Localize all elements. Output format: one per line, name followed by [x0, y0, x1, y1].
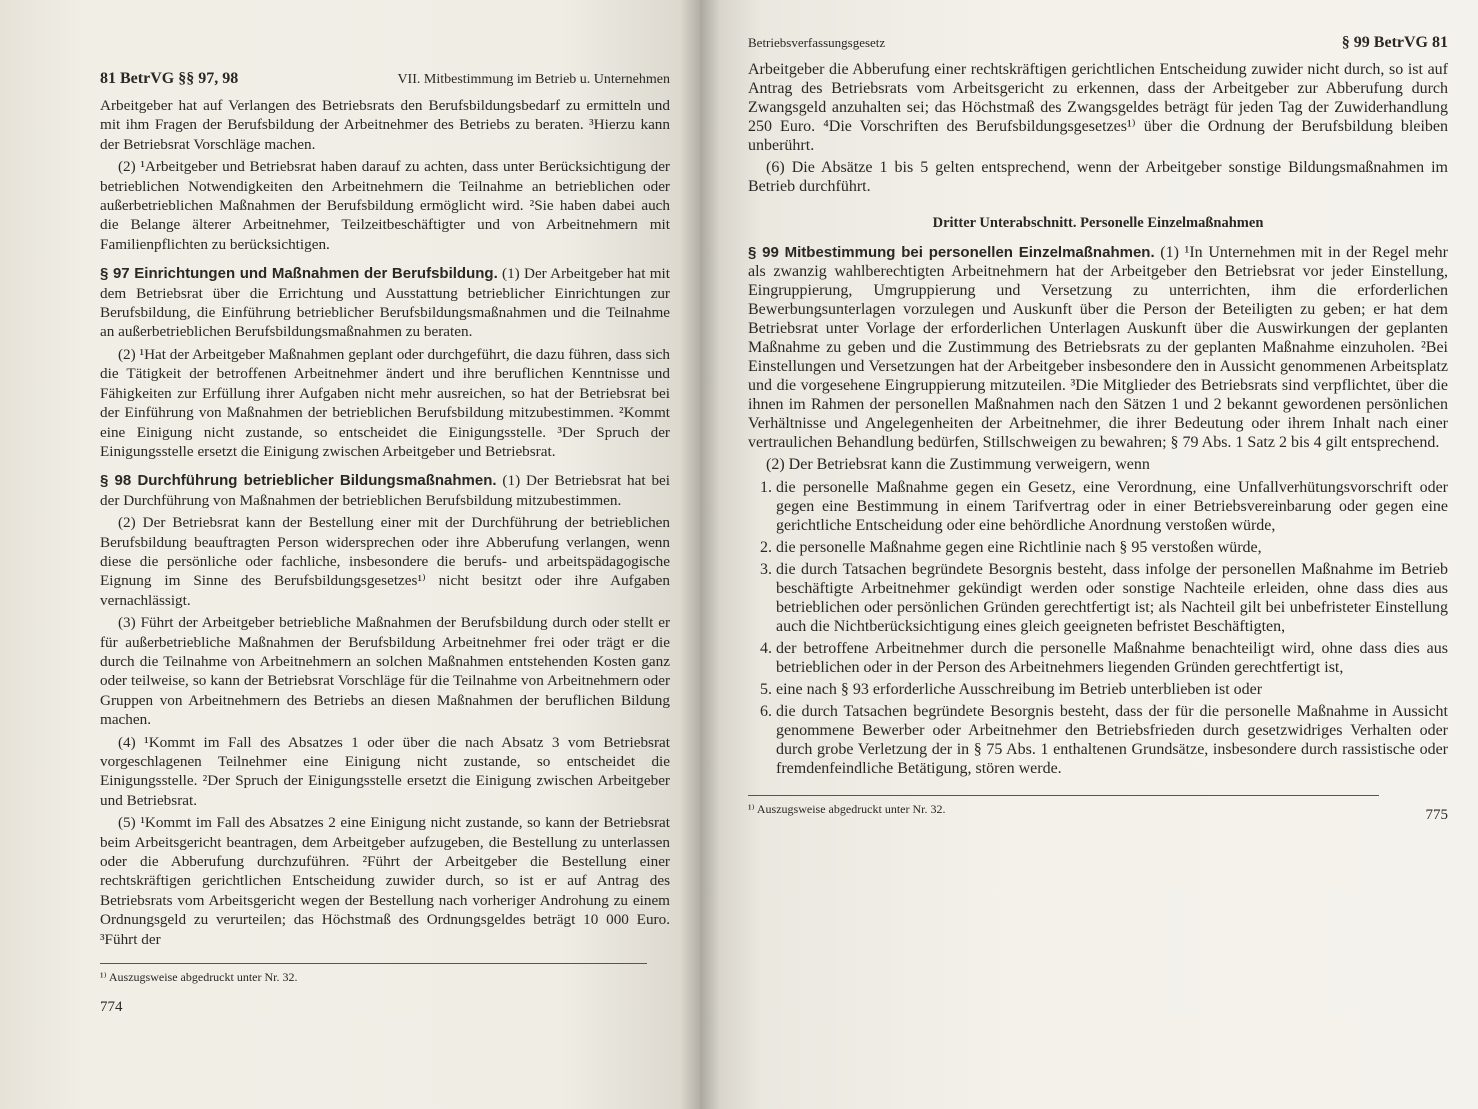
section-heading: § 97 Einrichtungen und Maßnahmen der Berufsbildung.: [100, 265, 498, 283]
paragraph: [100, 513, 670, 610]
subsection-heading: Dritter Unterabschnitt. Personelle Einzelmaßnahmen: [932, 215, 1264, 231]
left-header-section: 81 BetrVG §§ 97, 98: [100, 70, 239, 87]
paragraph: [100, 157, 670, 254]
list-item: 1. die personelle Maßnahme gegen ein Gesetz, eine Verordnung, eine Unfallverhütungsvorschrift oder gegen eine Bestimmung in einem Tarifvertrag oder in einer Betriebsvereinbarung oder gegen eine gerichtliche Entscheidung oder eine behördliche Anordnung verstoßen würde,: [776, 478, 1448, 535]
left-footnote: ¹⁾ Auszugsweise abgedruckt unter Nr. 32.: [100, 970, 298, 985]
list-item: 2. die personelle Maßnahme gegen eine Richtlinie nach § 95 verstoßen würde,: [776, 538, 1448, 557]
section-heading: § 98 Durchführung betrieblicher Bildungsmaßnahmen.: [100, 472, 497, 490]
paragraph-text: Arbeitgeber hat auf Verlangen des Betriebsrats den Berufsbildungsbedarf zu ermitteln und mit ihm Fragen der Berufsbildung der Arbeitnehmer des Betriebs zu beraten. ³Hierzu kann der Betriebsrat Vorschläge machen.: [100, 97, 670, 153]
paragraph: [748, 158, 1448, 196]
section-99-text: (1) ¹In Unternehmen mit in der Regel mehr als zwanzig wahlberechtigten Arbeitnehmern hat der Arbeitgeber den Betriebsrat vor jeder Einstellung, Eingruppierung, Umgruppierung und Versetzung zu unterrichten, ihm die erforderlichen Bewerbungsunterlagen vorzulegen und Auskunft über die Person der Beteiligten zu geben; er hat dem Betriebsrat unter Vorlage der erforderlichen Unterlagen Auskunft über die Auswirkungen der geplanten Maßnahme zu geben und die Zustimmung des Betriebsrats zu der geplanten Maßnahme einzuholen. ²Bei Einstellungen und Versetzungen hat der Arbeitgeber insbesondere den in Aussicht genommenen Arbeitsplatz und die vorgesehene Eingruppierung mitzuteilen. ³Die Mitglieder des Betriebsrats sind verpflichtet, über die ihnen im Rahmen der personellen Maßnahmen nach den Sätzen 1 und 2 bekannt gewordenen persönlichen Verhältnisse und Angelegenheiten der Arbeitnehmer, die ihrer Bedeutung oder ihrem Inhalt nach einer vertraulichen Behandlung bedürfen, Stillschweigen zu bewahren; § 79 Abs. 1 Satz 2 bis 4 gilt entsprechend.: [748, 244, 1448, 451]
refusal-grounds-list: [748, 478, 1448, 778]
paragraph-text: (1) Der Betriebsrat hat bei der Durchführung von Maßnahmen der betrieblichen Berufsbildung mitzubestimmen.: [100, 472, 671, 509]
list-item: 5. eine nach § 93 erforderliche Ausschreibung im Betrieb unterblieben ist oder: [776, 680, 1448, 699]
book-gutter: [680, 0, 720, 1109]
section-paragraph: [100, 264, 670, 342]
paragraph-text: (6) Die Absätze 1 bis 5 gelten entsprechend, wenn der Arbeitgeber sonstige Bildungsmaßnahmen im Betrieb durchführt.: [748, 159, 1448, 195]
paragraph: [100, 813, 670, 949]
list-item: 3. die durch Tatsachen begründete Besorgnis besteht, dass infolge der personellen Maßnahme im Betrieb beschäftigte Arbeitnehmer gekündigt werden oder sonstige Nachteile erleiden, ohne dass dies aus betrieblichen oder persönlichen Gründen gerechtfertigt ist; als Nachteil gilt bei unbefristeter Einstellung auch die Nichtberücksichtigung eines gleich geeigneten befristet Beschäftigten,: [776, 560, 1448, 636]
right-header-title: Betriebsverfassungsgesetz: [748, 35, 886, 50]
footnote-divider: [748, 795, 1379, 796]
right-page-number: 775: [1425, 807, 1448, 823]
right-footer: [748, 781, 1448, 824]
paragraph-text: (2) Der Betriebsrat kann der Bestellung einer mit der Durchführung der betrieblichen Berufsbildung beauftragten Person widersprechen oder ihre Abberufung verlangen, wenn diese die persönliche oder fachliche, insbesondere die berufs- und arbeitspädagogische Eignung im Sinne des Berufsbildungsgesetzes¹⁾ nicht besitzt oder ihre Aufgaben vernachlässigt.: [100, 514, 670, 609]
list-item: 6. die durch Tatsachen begründete Besorgnis besteht, dass der für die personelle Maßnahme in Aussicht genommene Bewerber oder Arbeitnehmer den Betriebsfrieden durch gesetzwidriges Verhalten oder durch grobe Verletzung der in § 75 Abs. 1 enthaltenen Grundsätze, insbesondere durch rassistische oder fremdenfeindliche Betätigung, stören werde.: [776, 702, 1448, 778]
section-99-heading: § 99 Mitbestimmung bei personellen Einzelmaßnahmen.: [748, 244, 1155, 261]
section-99-paragraph: [748, 243, 1448, 452]
right-body-text: [748, 60, 1448, 778]
paragraph: [748, 60, 1448, 155]
paragraph-text: (5) ¹Kommt im Fall des Absatzes 2 eine Einigung nicht zustande, so kann der Betriebsrat beim Arbeitsgericht beantragen, dem Arbeitgeber aufzugeben, die Bestellung zu unterlassen oder die Abberufung durchzuführen. ²Führt der Arbeitgeber die Bestellung einer rechtskräftigen gerichtlichen Entscheidung zuwider durch, so ist er auf Antrag des Betriebsrats vom Arbeitsgericht wegen der Bestellung nach vorheriger Androhung zu einem Ordnungsgeld zu verurteilen; das Höchstmaß des Ordnungsgeldes beträgt 10 000 Euro. ³Führt der: [100, 814, 670, 948]
paragraph: [100, 345, 670, 461]
paragraph-text: Arbeitgeber die Abberufung einer rechtskräftigen gerichtlichen Entscheidung zuwider nicht durch, so ist auf Antrag des Betriebsrats vom Arbeitsgericht zu erkennen, dass der Arbeitgeber zur Abberufung durch Zwangsgeld anzuhalten sei; das Höchstmaß des Zwangsgeldes beträgt für jeden Tag der Zuwiderhandlung 250 Euro. ⁴Die Vorschriften des Berufsbildungsgesetzes¹⁾ über die Ordnung der Berufsbildung bleiben unberührt.: [748, 61, 1448, 154]
right-footnote: ¹⁾ Auszugsweise abgedruckt unter Nr. 32.: [748, 802, 946, 816]
left-page: [0, 0, 700, 1109]
left-header-chapter: VII. Mitbestimmung im Betrieb u. Unternehmen: [397, 72, 670, 87]
left-body-text: [100, 96, 670, 949]
paragraph: [100, 613, 670, 729]
paragraph-text: (3) Führt der Arbeitgeber betriebliche Maßnahmen der Berufsbildung durch oder stellt er für außerbetriebliche Maßnahmen der Berufsbildung Arbeitnehmer frei oder trägt er die durch die Teilnahme von Arbeitnehmern an solchen Maßnahmen entstehenden Kosten ganz oder teilweise, so kann der Betriebsrat Vorschläge für die Teilnahme von Arbeitnehmern oder Gruppen von Arbeitnehmern des Betriebs an diesen Maßnahmen der beruflichen Bildung machen.: [100, 614, 670, 729]
paragraph-text: (1) Der Arbeitgeber hat mit dem Betriebsrat über die Errichtung und Ausstattung betrieblicher Einrichtungen zur Berufsbildung, die Einführung betrieblicher Berufsbildungsmaßnahmen und die Teilnahme an außerbetrieblichen Berufsbildungsmaßnahmen zu beraten.: [100, 265, 670, 341]
section-paragraph: [100, 471, 670, 510]
left-running-head: [100, 70, 670, 88]
paragraph-text: (4) ¹Kommt im Fall des Absatzes 1 oder über die nach Absatz 3 vom Betriebsrat vorgeschlagenen Teilnehmer eine Einigung nicht zustande, so entscheidet die Einigungsstelle. ²Der Spruch der Einigungsstelle ersetzt die Einigung zwischen Arbeitgeber und Betriebsrat.: [100, 733, 670, 809]
footnote-divider: [100, 963, 647, 964]
list-item: 4. der betroffene Arbeitnehmer durch die personelle Maßnahme benachteiligt wird, ohne dass dies aus betrieblichen oder in der Person des Arbeitnehmers liegenden Gründen gerechtfertigt ist,: [776, 639, 1448, 677]
paragraph: [100, 96, 670, 154]
right-header-section: § 99 BetrVG 81: [1341, 34, 1448, 51]
right-opening-paragraphs: [748, 60, 1448, 196]
right-running-head: [748, 34, 1448, 52]
paragraph-text: (2) ¹Arbeitgeber und Betriebsrat haben darauf zu achten, dass unter Berücksichtigung der betrieblichen Notwendigkeiten den Arbeitnehmern die Teilnahme an betrieblichen oder außerbetrieblichen Maßnahmen der Berufsbildung ermöglicht wird. ²Sie haben dabei auch die Belange älterer Arbeitnehmer, Teilzeitbeschäftigter und von Arbeitnehmern mit Familienpflichten zu berücksichtigen.: [100, 158, 670, 253]
right-page: [700, 0, 1478, 1109]
section-99-para2: (2) Der Betriebsrat kann die Zustimmung verweigern, wenn: [766, 456, 1150, 473]
left-page-number: 774: [100, 999, 123, 1016]
paragraph-text: (2) ¹Hat der Arbeitgeber Maßnahmen geplant oder durchgeführt, die dazu führen, dass sich die Tätigkeit der betroffenen Arbeitnehmer ändert und ihre beruflichen Kenntnisse und Fähigkeiten zur Erfüllung ihrer Aufgaben nicht mehr ausreichen, so hat der Betriebsrat bei der Einführung von Maßnahmen der betrieblichen Berufsbildung mitzubestimmen. ²Kommt eine Einigung nicht zustande, so entscheidet die Einigungsstelle. ³Der Spruch der Einigungsstelle ersetzt die Einigung zwischen Arbeitgeber und Betriebsrat.: [100, 345, 670, 460]
paragraph: [100, 733, 670, 811]
